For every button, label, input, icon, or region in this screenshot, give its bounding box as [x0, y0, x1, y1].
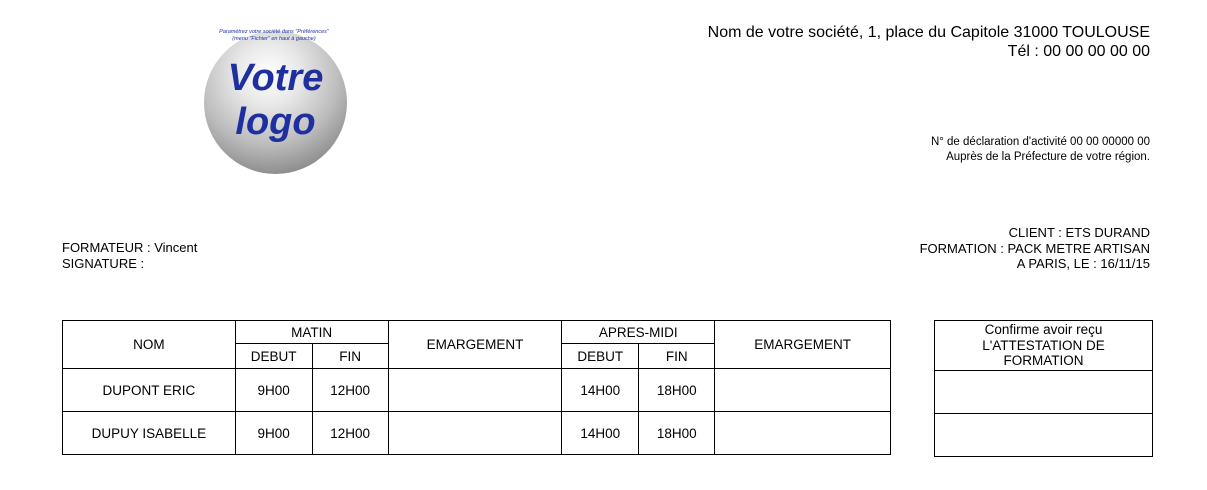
- trainer-signature: SIGNATURE :: [62, 256, 145, 271]
- header-emargement-am: EMARGEMENT: [388, 321, 562, 369]
- logo-text: [204, 56, 347, 144]
- formation-name: FORMATION : PACK METRE ARTISAN: [919, 240, 1150, 256]
- logo-hint-line1: Paramétrez votre société dans "Préférences": [219, 29, 329, 35]
- company-address: Nom de votre société, 1, place du Capitole 31000 TOULOUSE: [707, 24, 1150, 41]
- attestation-header-row: [935, 321, 1153, 371]
- subheader-fin-pm: FIN: [639, 344, 715, 369]
- cell-am-debut: 9H00: [235, 369, 312, 412]
- subheader-fin-am: FIN: [312, 344, 388, 369]
- declaration-number: N° de déclaration d'activité 00 00 00000 00: [930, 136, 1150, 148]
- attestation-row: [935, 371, 1153, 414]
- cell-am-fin: 12H00: [312, 369, 388, 412]
- subheader-debut-pm: DEBUT: [562, 344, 639, 369]
- attestation-signature-cell[interactable]: [935, 371, 1153, 414]
- table-header-row: [63, 321, 891, 344]
- trainer-name: FORMATEUR : Vincent: [62, 240, 198, 255]
- logo-hint: [196, 29, 352, 43]
- trainer-block: [62, 240, 197, 272]
- header-emargement-pm: EMARGEMENT: [715, 321, 891, 369]
- subheader-debut-am: DEBUT: [235, 344, 312, 369]
- attestation-line1: Confirme avoir reçu: [984, 322, 1103, 338]
- declaration-block: [931, 135, 1150, 164]
- attestation-line2: L'ATTESTATION DE: [982, 337, 1105, 353]
- logo-hint-line2: (menu "Fichier" en haut à gauche): [232, 36, 316, 42]
- table-row: [63, 369, 891, 412]
- cell-pm-fin: 18H00: [639, 412, 715, 455]
- cell-emargement-am[interactable]: [388, 369, 562, 412]
- header-matin: MATIN: [235, 321, 388, 344]
- attestation-row: [935, 414, 1153, 457]
- attendance-table: [62, 320, 891, 455]
- cell-emargement-am[interactable]: [388, 412, 562, 455]
- company-phone: Tél : 00 00 00 00 00: [1007, 43, 1150, 60]
- logo-text-line2: logo: [235, 101, 316, 143]
- cell-nom: DUPONT ERIC: [63, 369, 236, 412]
- cell-pm-debut: 14H00: [562, 369, 639, 412]
- client-name: CLIENT : ETS DURAND: [1008, 225, 1150, 240]
- cell-am-debut: 9H00: [235, 412, 312, 455]
- header-nom: NOM: [63, 321, 236, 369]
- cell-pm-debut: 14H00: [562, 412, 639, 455]
- table-row: [63, 412, 891, 455]
- attestation-signature-cell[interactable]: [935, 414, 1153, 457]
- cell-emargement-pm[interactable]: [715, 369, 891, 412]
- cell-am-fin: 12H00: [312, 412, 388, 455]
- attestation-line3: FORMATION: [1003, 353, 1084, 369]
- logo-text-line1: Votre: [227, 57, 324, 99]
- place-date: A PARIS, LE : 16/11/15: [1016, 256, 1150, 271]
- cell-pm-fin: 18H00: [639, 369, 715, 412]
- cell-nom: DUPUY ISABELLE: [63, 412, 236, 455]
- cell-emargement-pm[interactable]: [715, 412, 891, 455]
- attestation-table: [934, 320, 1153, 457]
- company-header: [708, 23, 1150, 61]
- client-block: [920, 225, 1150, 272]
- header-apres-midi: APRES-MIDI: [562, 321, 715, 344]
- attestation-header: [935, 321, 1153, 371]
- declaration-prefecture: Auprès de la Préfecture de votre région.: [946, 150, 1150, 163]
